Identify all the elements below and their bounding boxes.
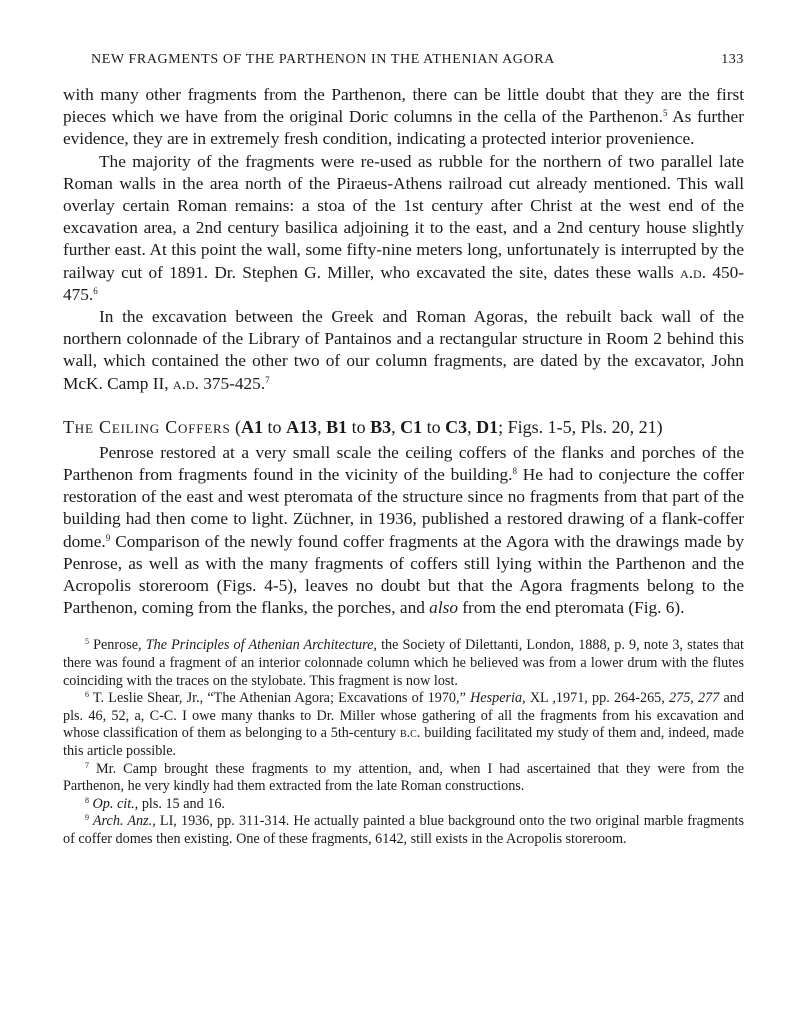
footnote-ref-9[interactable]: 9 <box>105 532 111 543</box>
footnote-9: $^9$ Arch. Anz., LI, 1936, pp. 311-314. He actually painted a blue background onto the two original marble fragments of coffer domes then existing. One of these fragments, 6142, still exists in the Acropolis storeroom. <box>63 813 745 847</box>
page-number: 133 <box>721 52 744 67</box>
paragraph-1: with many other fragments from the Parthenon, there can be little doubt that they are the first pieces which we have from the original Doric columns in the cella of the Parthenon.$^5$ As further evidence, they are in extremely fresh condition, indicating a protected interior provenience. <box>63 85 744 149</box>
paragraph-3: In the excavation between the Greek and Roman Agoras, the rebuilt back wall of the northern colonnade of the Library of Pantainos and a rectangular structure in Room 2 behind this wall, which contained the other two of our column fragments, are dated by the excavator, John McK. Camp II, a.d. 375-425.$^7$ <box>63 307 744 393</box>
section-paragraph: Penrose restored at a very small scale the ceiling coffers of the flanks and porches of the Parthenon from fragments found in the vicinity of the building.$^8$ He had to conjecture the coffer restoration of the east and west pteromata of the structure since no fragments from that part of the building had then come to light. Züchner, in 1936, published a restored drawing of a flank-coffer dome.$^9$ Comparison of the newly found coffer fragments at the Agora with the drawings made by Penrose, as well as with the many fragments of coffers still lying within the Parthenon and the Acropolis storeroom (Figs. 4-5), leaves no doubt but that the Agora fragments belong to the Parthenon, coming from the flanks, the porches, and also from the end pteromata (Fig. 6). <box>63 442 744 618</box>
paragraph-2: The majority of the fragments were re-used as rubble for the northern of two parallel late Roman walls in the area north of the Piraeus-Athens railroad cut already mentioned. This wall overlay certain Roman remains: a stoa of the 1st century after Christ at the west end of the excavation area, a 2nd century basilica adjoining it to the east, and a 2nd century house slightly further east. At this point the wall, some fifty-nine meters long, unfortunately is interrupted by the railway cut of 1891. Dr. Stephen G. Miller, who excavated the site, dates these walls a.d. 450-475.$^6$ <box>63 151 745 304</box>
footnote-ref-8[interactable]: 8 <box>512 466 518 477</box>
section-title: The Ceiling Coffers <box>63 416 231 437</box>
footnote-8: $^8$ Op. cit., pls. 15 and 16. <box>85 795 225 812</box>
running-header <box>91 52 744 84</box>
section-heading: The Ceiling Coffers (A1 to A13, B1 to B3, C1 to C3, D1; Figs. 1-5, Pls. 20, 21) <box>63 416 663 437</box>
footnote-ref-5[interactable]: 5 <box>663 108 668 119</box>
footnote-6: $^6$ T. Leslie Shear, Jr., “The Athenian Agora; Excavations of 1970,” Hesperia, XL ,1971, pp. 264-265, 275, 277 and pls. 46, 52, a, C-C. I owe many thanks to Dr. Miller whose gathering of all the fragments from his excavation and whose classification of them as belonging to a 5th-century b.c. building facilitated my study of them and, indeed, made this article possible. <box>63 690 744 760</box>
running-title: NEW FRAGMENTS OF THE PARTHENON IN THE ATHENIAN AGORA <box>91 52 555 67</box>
footnote-ref-6[interactable]: 6 <box>93 285 98 296</box>
footnote-7: $^7$ Mr. Camp brought these fragments to my attention, and, when I had ascertained that they were from the Parthenon, he very kindly had them extracted from the late Roman constructions. <box>63 760 744 795</box>
footnote-5: $^5$ Penrose, The Principles of Athenian Architecture, the Society of Dilettanti, London, 1888, p. 9, note 3, states that there was found a fragment of an interior colonnade column which he believed was from a lower drum with the flutes coinciding with the traces on the stylobate. This fragment is now lost. <box>63 637 744 689</box>
footnote-ref-7[interactable]: 7 <box>265 374 270 385</box>
footnotes <box>63 637 744 848</box>
page <box>63 52 744 849</box>
